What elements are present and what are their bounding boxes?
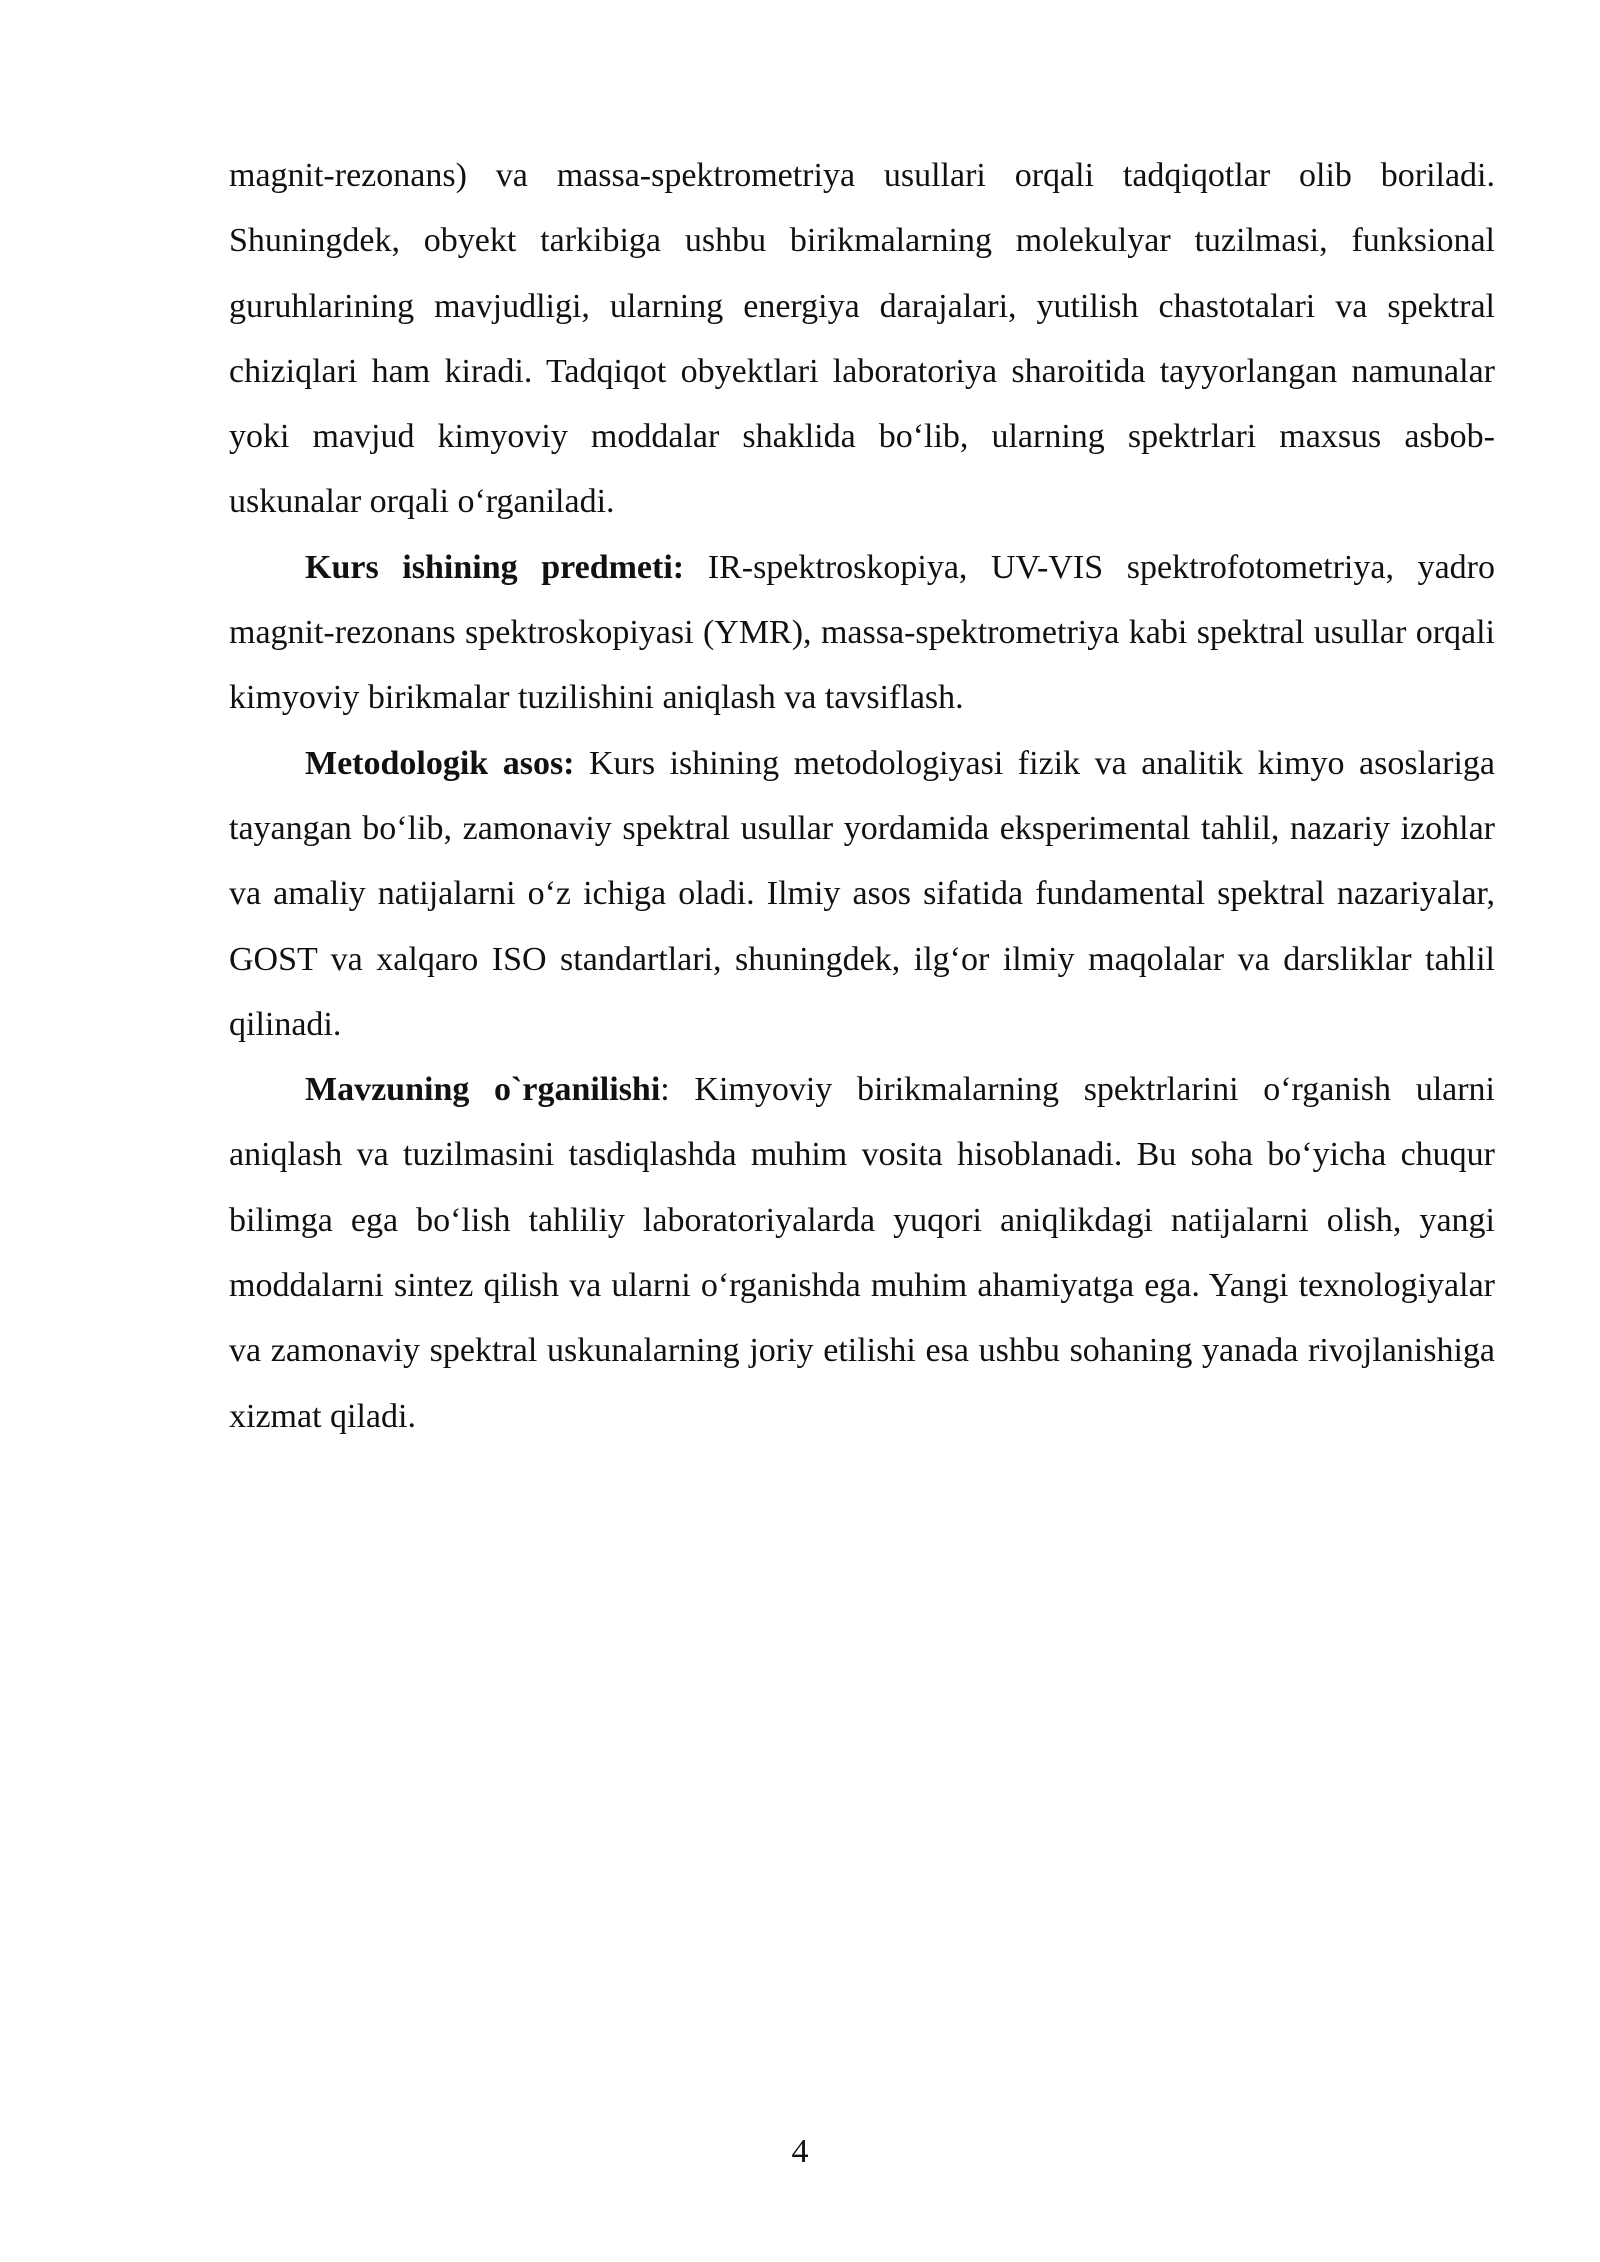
- paragraph-subject: [229, 535, 1495, 731]
- paragraph-term: Kurs ishining predmeti:: [305, 548, 685, 586]
- paragraph-text: magnit-rezonans) va massa-spektrometriya usullari orqali tadqiqotlar olib boriladi. Shuningdek, obyekt tarkibiga ushbu birikmalarning molekulyar tuzilmasi, funksional guruhlarining mavjudligi, ularning energiya darajalari, yutilish chastotalari va spektral chiziqlari ham kiradi. Tadqiqot obyektlari laboratoriya sharoitida tayyorlangan namunalar yoki mavjud kimyoviy moddalar shaklida bo‘lib, ularning spektrlari maxsus asbob-uskunalar orqali o‘rganiladi.: [229, 157, 1495, 521]
- paragraph-term: Metodologik asos:: [305, 744, 575, 782]
- paragraph-text: Kurs ishining metodologiyasi fizik va analitik kimyo asoslariga tayangan bo‘lib, zamonaviy spektral usullar yordamida eksperimental tahlil, nazariy izohlar va amaliy natijalarni o‘z ichiga oladi. Ilmiy asos sifatida fundamental spektral nazariyalar, GOST va xalqaro ISO standartlari, shuningdek, ilg‘or ilmiy maqolalar va darsliklar tahlil qilinadi.: [229, 744, 1496, 1043]
- paragraph-text: : Kimyoviy birikmalarning spektrlarini o‘rganish ularni aniqlash va tuzilmasini tasdiqlashda muhim vosita hisoblanadi. Bu soha bo‘yicha chuqur bilimga ega bo‘lish tahliliy laboratoriyalarda yuqori aniqlikdagi natijalarni olish, yangi moddalarni sintez qilish va ularni o‘rganishda muhim ahamiyatga ega. Yangi texnologiyalar va zamonaviy spektral uskunalarning joriy etilishi esa ushbu sohaning yanada rivojlanishiga xizmat qiladi.: [229, 1071, 1495, 1435]
- paragraph-study: [229, 1057, 1495, 1449]
- paragraph-continuation: [229, 143, 1495, 535]
- document-body: [229, 143, 1495, 1449]
- paragraph-text: IR-spektroskopiya, UV-VIS spektrofotometriya, yadro magnit-rezonans spektroskopiyasi (YMR), massa-spektrometriya kabi spektral usullar orqali kimyoviy birikmalar tuzilishini aniqlash va tavsiflash.: [229, 548, 1496, 717]
- paragraph-methodology: [229, 731, 1495, 1057]
- paragraph-term: Mavzuning o`rganilishi: [305, 1071, 661, 1109]
- page-number: 4: [791, 2133, 809, 2170]
